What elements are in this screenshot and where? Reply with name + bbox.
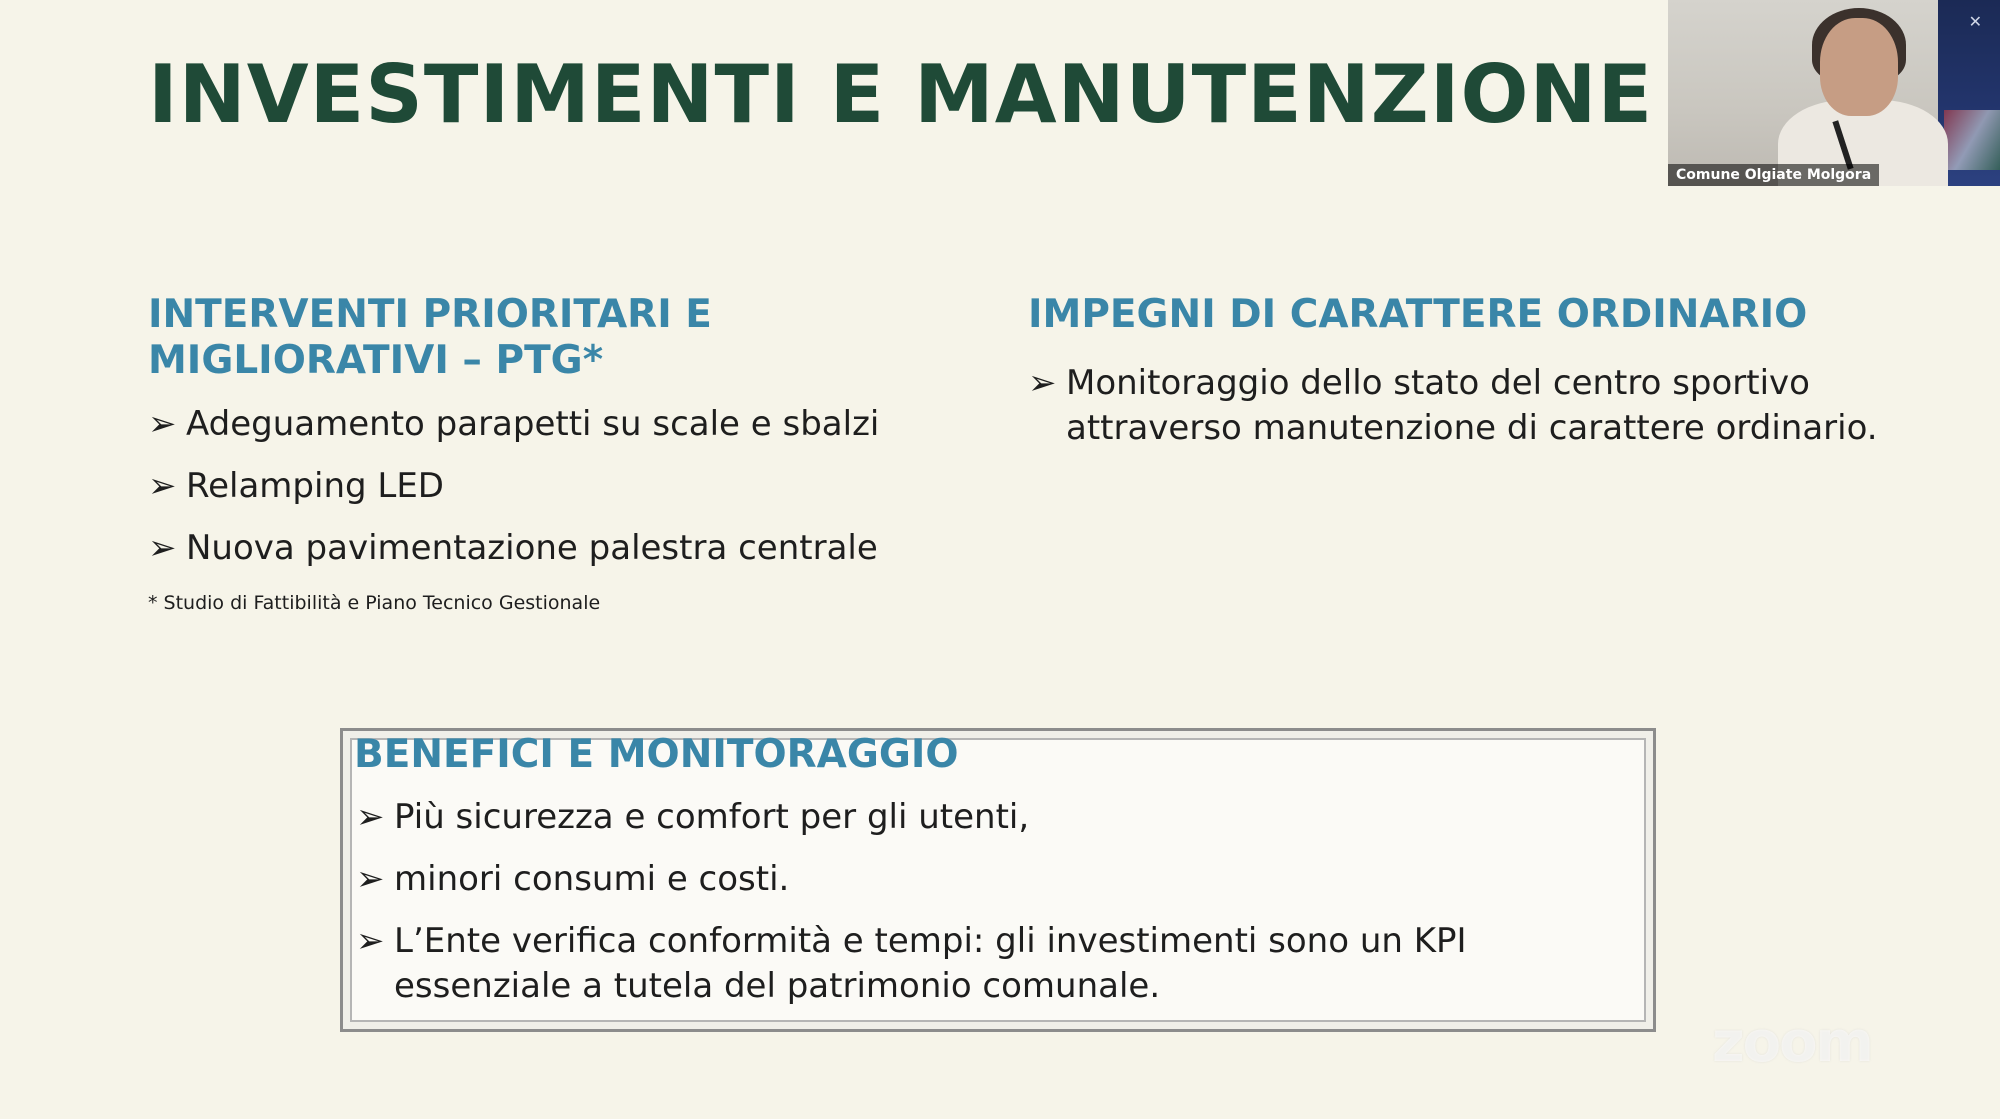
- list-item-text: Nuova pavimentazione palestra centrale: [186, 528, 878, 568]
- arrow-bullet-icon: ➢: [356, 921, 385, 961]
- participant-video-tile[interactable]: [1668, 0, 2000, 186]
- list-item: [1028, 361, 1888, 451]
- footnote: * Studio di Fattibilità e Piano Tecnico Gestionale: [148, 592, 601, 614]
- participant-head: [1820, 18, 1898, 116]
- list-item-text: Adeguamento parapetti su scale e sbalzi: [186, 404, 880, 444]
- list-item-text: Più sicurezza e comfort per gli utenti,: [394, 797, 1030, 837]
- list-item-text: L’Ente verifica conformità e tempi: gli investimenti sono un KPI essenziale a tutela del patrimonio comunale.: [394, 921, 1467, 1006]
- benefits-heading: BENEFICI E MONITORAGGIO: [354, 732, 959, 777]
- benefits-bullet-list: [356, 795, 1646, 1009]
- participant-name-label: Comune Olgiate Molgora: [1668, 164, 1879, 186]
- list-item-text: Relamping LED: [186, 466, 444, 506]
- arrow-bullet-icon: ➢: [148, 528, 177, 568]
- list-item: [356, 795, 1646, 840]
- arrow-bullet-icon: ➢: [148, 404, 177, 444]
- right-column-heading: IMPEGNI DI CARATTERE ORDINARIO: [1028, 292, 1808, 337]
- close-icon: ✕: [1968, 14, 1982, 31]
- list-item: [148, 464, 908, 509]
- arrow-bullet-icon: ➢: [356, 859, 385, 899]
- arrow-bullet-icon: ➢: [356, 797, 385, 837]
- list-item: [148, 402, 908, 447]
- list-item: [356, 857, 1646, 902]
- list-item: [148, 526, 908, 571]
- left-column-heading: INTERVENTI PRIORITARI E MIGLIORATIVI – PTG*: [148, 292, 712, 383]
- slide-title: INVESTIMENTI E MANUTENZIONE: [148, 48, 1654, 141]
- arrow-bullet-icon: ➢: [148, 466, 177, 506]
- right-bullet-list: [1028, 361, 1888, 451]
- list-item: [356, 919, 1646, 1009]
- arrow-bullet-icon: ➢: [1028, 363, 1057, 403]
- list-item-text: minori consumi e costi.: [394, 859, 790, 899]
- left-bullet-list: [148, 402, 908, 588]
- zoom-watermark-logo: zoom: [1712, 1010, 1872, 1075]
- list-item-text: Monitoraggio dello stato del centro sportivo attraverso manutenzione di carattere ordinario.: [1066, 363, 1878, 448]
